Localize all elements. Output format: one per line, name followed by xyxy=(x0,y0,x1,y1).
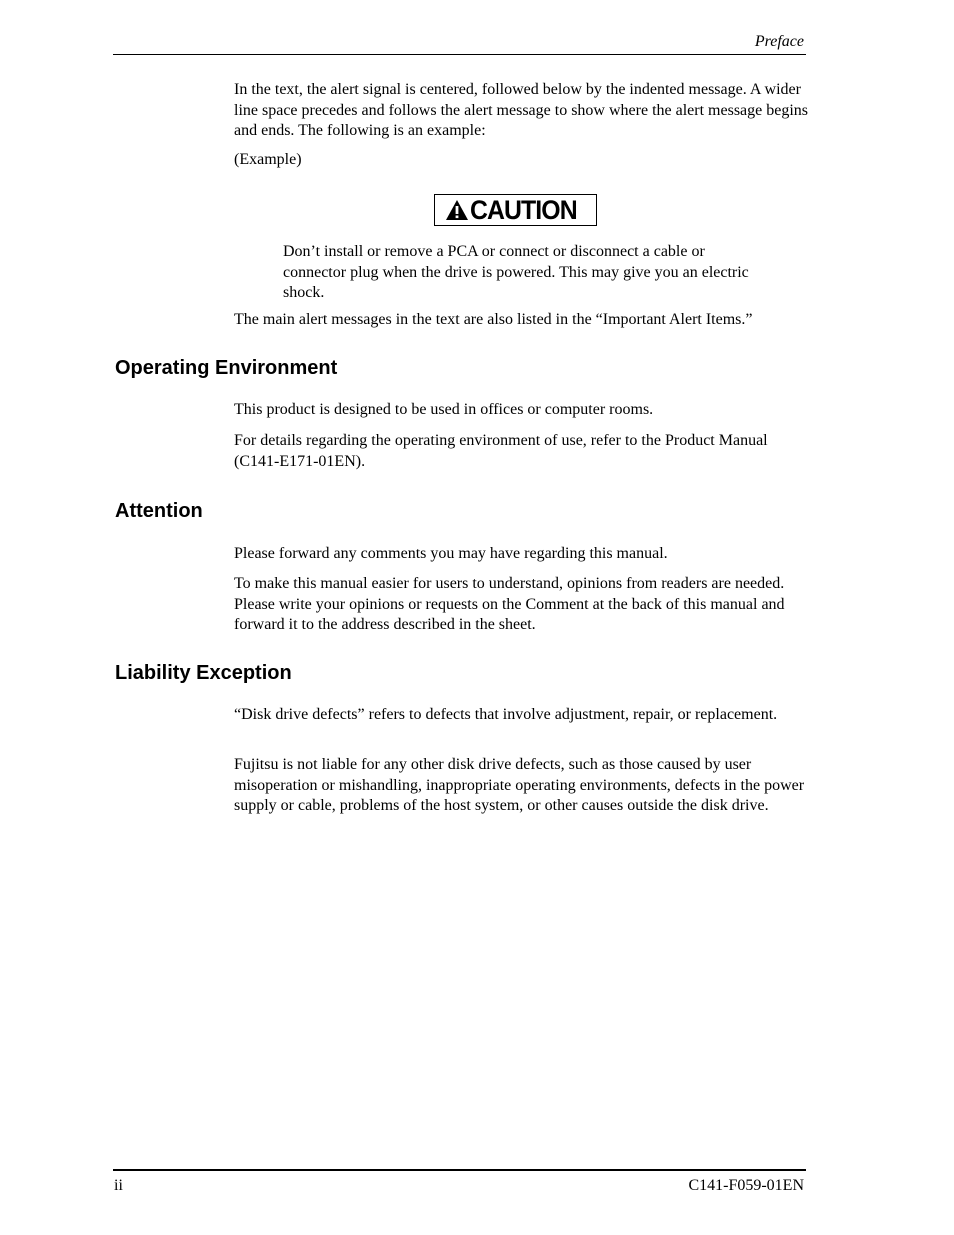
alert-message xyxy=(283,242,763,304)
page-number: ii xyxy=(114,1177,123,1194)
paragraph-text: This product is designed to be used in offices or computer rooms. xyxy=(234,401,654,418)
after-alert-text: The main alert messages in the text are also listed in the “Important Alert Items.” xyxy=(234,311,753,328)
paragraph-text: Fujitsu is not liable for any other disk drive defects, such as those caused by user misoperation or mishandling, inappropriate operating environments, defects in the power supply or cable, problems of the host system, or other causes outside the disk drive. xyxy=(234,756,805,814)
section-paragraph xyxy=(234,755,808,817)
example-label: (Example) xyxy=(234,151,302,168)
section-paragraph xyxy=(234,431,808,472)
section-title-attention: Attention xyxy=(115,500,203,522)
section-title-operating-environment: Operating Environment xyxy=(115,357,338,379)
section-paragraph xyxy=(234,705,808,726)
section-paragraph xyxy=(234,544,808,565)
caution-signal xyxy=(434,194,597,226)
caution-label: CAUTION xyxy=(470,195,577,225)
paragraph-text: Please forward any comments you may have regarding this manual. xyxy=(234,545,668,562)
warning-triangle-icon xyxy=(445,199,469,221)
intro-text: In the text, the alert signal is centered, followed below by the indented message. A wider line space precedes and follows the alert message to show where the alert message begins and ends. The following is an example: xyxy=(234,81,809,139)
after-alert-paragraph xyxy=(234,310,808,331)
paragraph-text: “Disk drive defects” refers to defects that involve adjustment, repair, or replacement. xyxy=(234,706,778,723)
section-paragraph xyxy=(234,574,808,636)
intro-paragraph xyxy=(234,80,808,142)
header-rule xyxy=(113,54,806,55)
document-code: C141-F059-01EN xyxy=(688,1177,804,1194)
footer-rule xyxy=(113,1169,806,1171)
paragraph-text: For details regarding the operating environment of use, refer to the Product Manual (C141-E171-01EN). xyxy=(234,432,768,470)
paragraph-text: To make this manual easier for users to understand, opinions from readers are needed. Please write your opinions or requests on the Comment at the back of this manual and forward it to the address described in the sheet. xyxy=(234,575,785,633)
running-header: Preface xyxy=(754,33,804,50)
section-title-liability-exception: Liability Exception xyxy=(115,662,292,684)
example-label-block xyxy=(234,150,808,171)
alert-message-text: Don’t install or remove a PCA or connect or disconnect a cable or connector plug when the drive is powered. This may give you an electric shock. xyxy=(283,243,749,301)
section-paragraph xyxy=(234,400,808,421)
